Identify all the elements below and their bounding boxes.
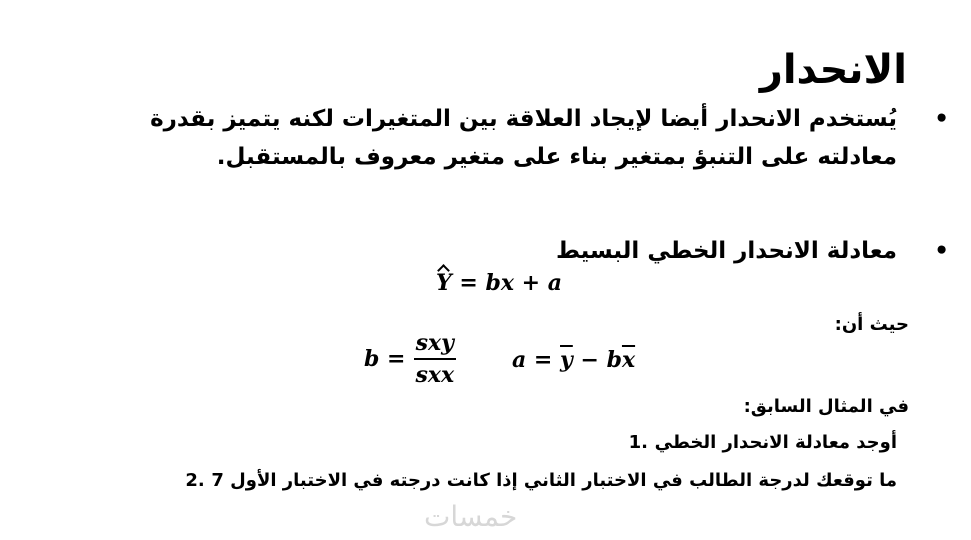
watermark-logo: خمسات (424, 500, 518, 533)
list-item (185, 470, 909, 491)
b-equation (364, 330, 456, 388)
list-item-text: أوجد معادلة الانحدار الخطي (654, 432, 897, 453)
bullet-text-1: يُستخدم الانحدار أيضا لإيجاد العلاقة بين المتغيرات لكنه يتميز بقدرة معادلته على التنبؤ بمتغير بناء على متغير معروف بالمستقبل. (150, 106, 897, 170)
list-item-text: ما توقعك لدرجة الطالب في الاختبار الثاني إذا كانت درجته في الاختبار الأول 7 (211, 470, 897, 491)
b-denominator: sxx (415, 362, 455, 388)
example-label: في المثال السابق: (743, 396, 909, 417)
bullet-paragraph-1 (133, 100, 949, 176)
list-item-number: .1 (628, 432, 648, 453)
bullet-icon: • (934, 238, 949, 264)
where-label: حيث أن: (834, 314, 909, 335)
bullet-text-2: معادلة الانحدار الخطي البسيط (555, 238, 897, 264)
y-hat: Y (436, 270, 452, 296)
page-title: الانحدار (759, 47, 907, 93)
regression-equation (436, 270, 562, 296)
x-bar: $\overline{x}$ (621, 347, 636, 373)
y-bar: $\overline{y}$ (560, 347, 573, 373)
a-equation-minus-b: − b (572, 347, 622, 373)
b-equation-lhs: b = (364, 346, 406, 372)
b-numerator: sxy (414, 330, 456, 360)
a-equation (512, 347, 635, 373)
list-item-number: .2 (185, 470, 205, 491)
a-equation-lhs: a = (512, 347, 561, 373)
list-item (629, 432, 909, 453)
bullet-paragraph-2 (133, 232, 949, 270)
regression-equation-rhs: = bx + a (459, 270, 562, 296)
b-fraction (413, 330, 456, 388)
bullet-icon: • (934, 106, 949, 132)
